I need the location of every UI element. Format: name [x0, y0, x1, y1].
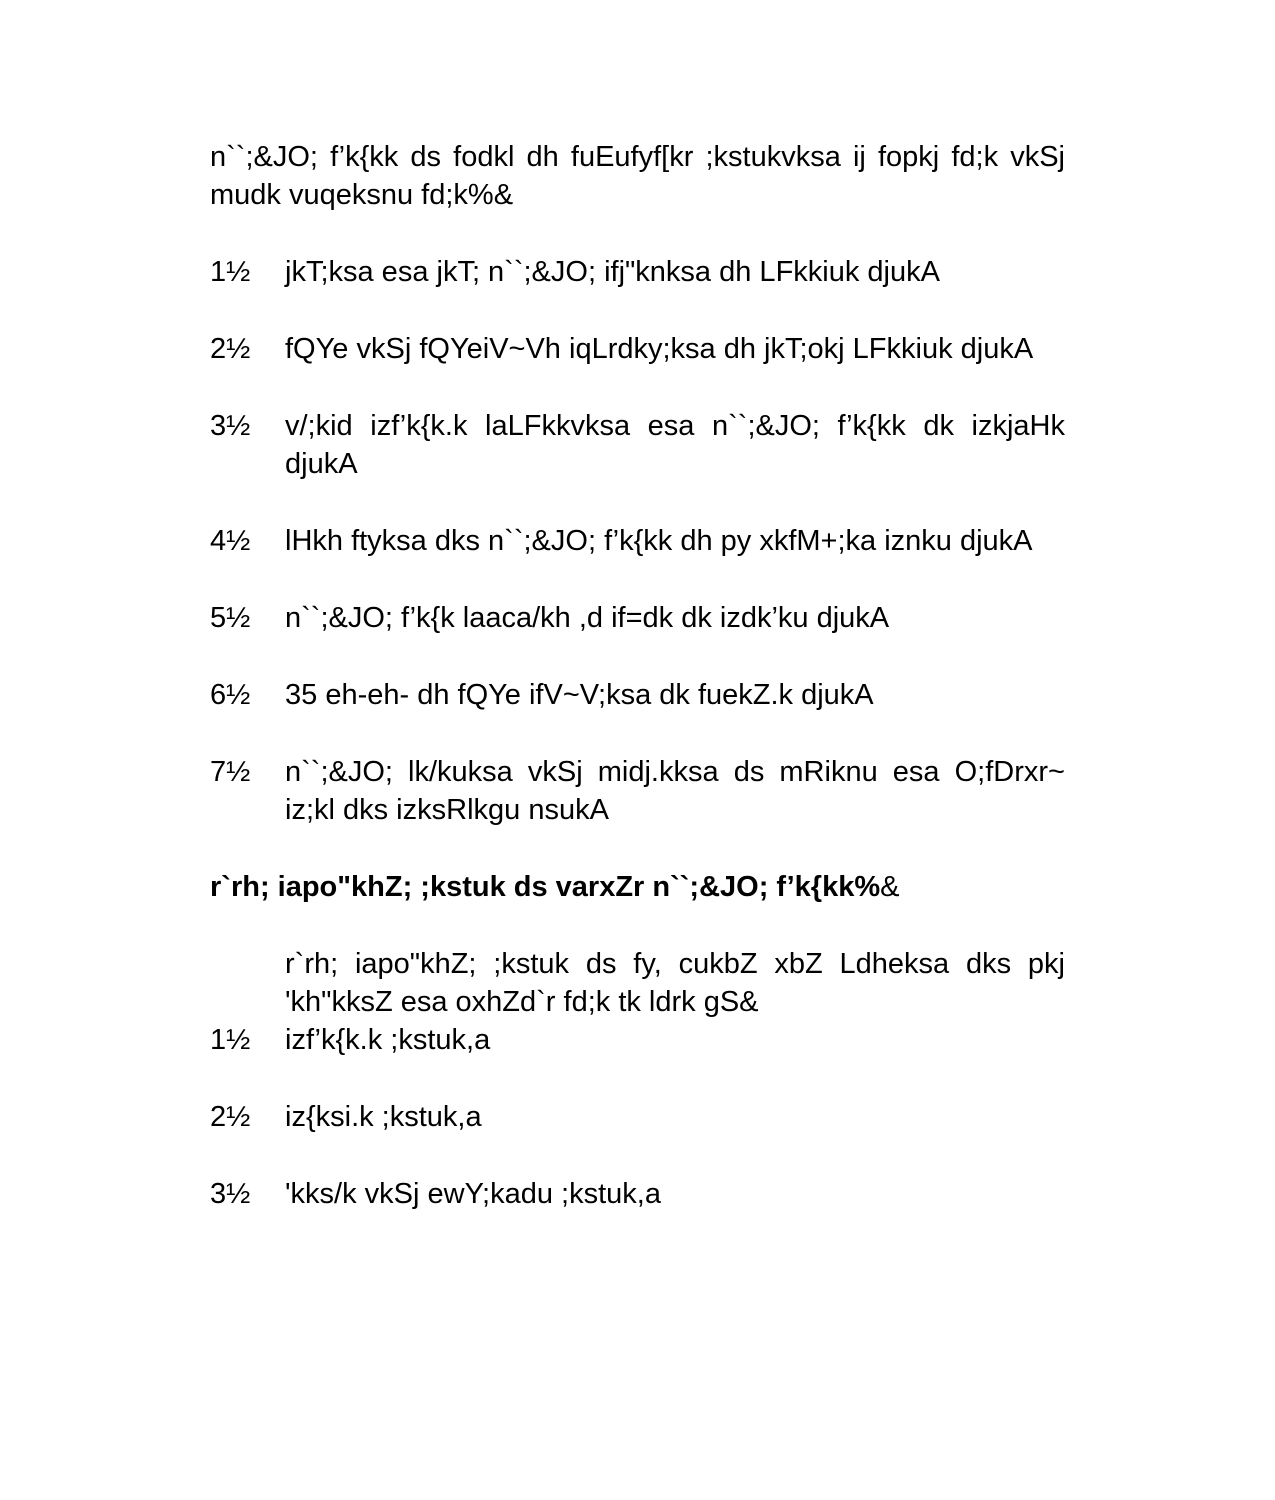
list-item-text: izf’k{k.k ;kstuk,a: [285, 1024, 491, 1056]
list-item: [210, 407, 1065, 483]
list-item: [210, 522, 1065, 560]
section-intro: [210, 945, 1065, 1021]
document-page: [210, 138, 1065, 1213]
list-item: [210, 1175, 1065, 1213]
list-item-text: v/;kid izf’k{k.k laLFkkvksa esa n``;&JO; f’k{kk dk izkjaHk djukA: [285, 410, 1065, 480]
list-item: [210, 1021, 1065, 1059]
list-item-number: 3½: [210, 410, 251, 442]
list-item-text: fQYe vkSj fQYeiV~Vh iqLrdky;ksa dh jkT;okj LFkkiuk djukA: [285, 333, 1034, 365]
list-item-number: 1½: [210, 256, 251, 288]
list-item-text: iz{ksi.k ;kstuk,a: [285, 1101, 482, 1133]
list-item-number: 3½: [210, 1178, 251, 1210]
list-item-text: 'kks/k vkSj ewY;kadu ;kstuk,a: [285, 1178, 661, 1210]
list-item: [210, 676, 1065, 714]
list-item-number: 6½: [210, 679, 251, 711]
list-item-text: 35 eh-eh- dh fQYe ifV~V;ksa dk fuekZ.k djukA: [285, 679, 874, 711]
section-heading-bold: r`rh; iapo"khZ; ;kstuk ds varxZr n``;&JO; f’k{kk%: [210, 871, 881, 903]
category-list: [210, 1021, 1065, 1213]
list-item: [210, 253, 1065, 291]
list-item-text: jkT;ksa esa jkT; n``;&JO; ifj"knksa dh LFkkiuk djukA: [285, 256, 940, 288]
list-item-number: 7½: [210, 756, 251, 788]
section-heading-tail: &: [880, 871, 900, 903]
intro-paragraph: n``;&JO; f’k{kk ds fodkl dh fuEufyf[kr ;kstukvksa ij fopkj fd;k vkSj mudk vuqeksnu fd;k%&: [210, 141, 1065, 211]
section-heading: [210, 868, 1065, 906]
list-item-text: lHkh ftyksa dks n``;&JO; f’k{kk dh py xkfM+;ka iznku djukA: [285, 525, 1033, 557]
list-item-text: n``;&JO; f’k{k laaca/kh ,d if=dk dk izdk’ku djukA: [285, 602, 890, 634]
list-item-number: 4½: [210, 525, 251, 557]
list-item: [210, 330, 1065, 368]
section-intro-text: r`rh; iapo"khZ; ;kstuk ds fy, cukbZ xbZ Ldheksa dks pkj 'kh"kksZ esa oxhZd`r fd;k tk ldrk gS&: [285, 948, 1065, 1018]
list-item-number: 5½: [210, 602, 251, 634]
scheme-list: [210, 253, 1065, 829]
list-item: [210, 599, 1065, 637]
list-item-number: 2½: [210, 333, 251, 365]
list-item: [210, 753, 1065, 829]
list-item-text: n``;&JO; lk/kuksa vkSj midj.kksa ds mRiknu esa O;fDrxr~ iz;kl dks izksRlkgu nsukA: [285, 756, 1065, 826]
list-item-number: 2½: [210, 1101, 251, 1133]
list-item: [210, 1098, 1065, 1136]
list-item-number: 1½: [210, 1024, 251, 1056]
